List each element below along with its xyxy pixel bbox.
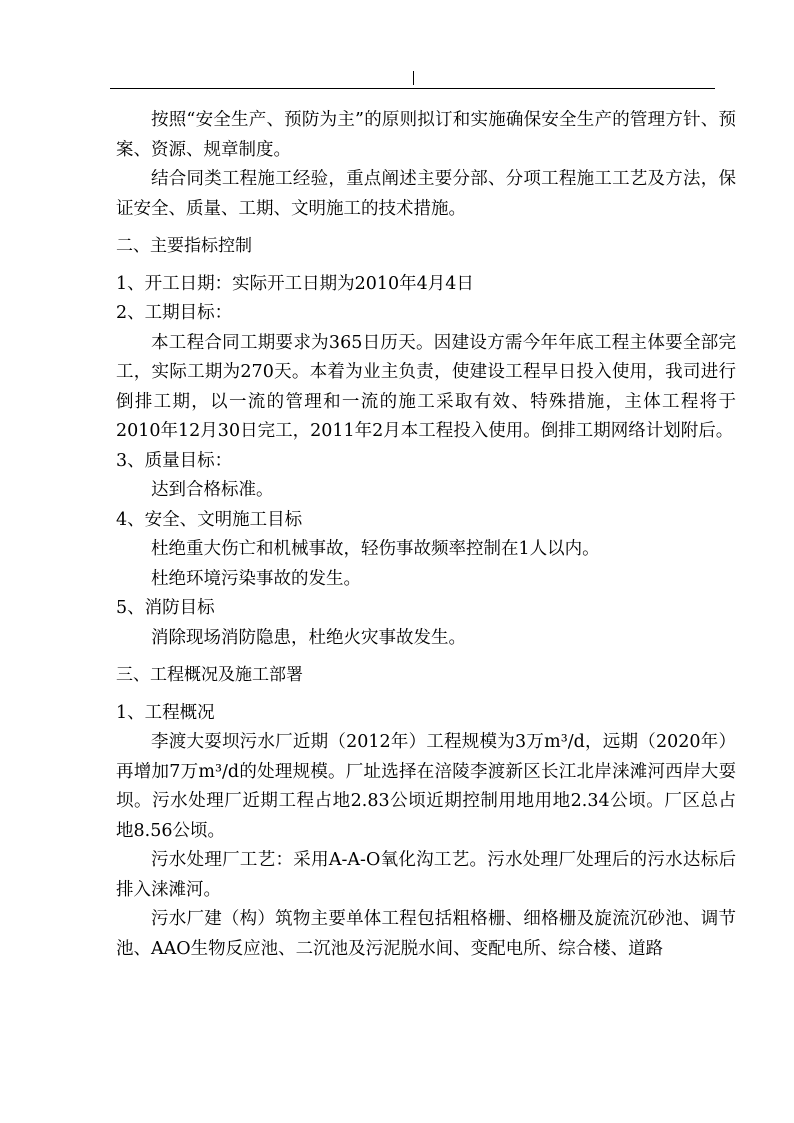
- section-heading: 三、工程概况及施工部署: [116, 665, 303, 685]
- list-item: 2、工期目标：: [116, 303, 233, 323]
- list-item: 3、质量目标：: [116, 450, 233, 471]
- paragraph: 污水厂建（构）筑物主要单体工程包括粗格栅、细格栅及旋流沉砂池、调节池、AAO生物反应池、二沉池及污泥脱水间、变配电所、综合楼、道路: [116, 909, 736, 959]
- header-mark: [413, 71, 414, 85]
- paragraph: 本工程合同工期要求为365日历天。因建设方需今年年底工程主体要全部完工，实际工期为270天。本着为业主负责，使建设工程早日投入使用，我司进行倒排工期，以一流的管理和一流的施工采取有效、特殊措施，主体工程将于2010年12月30日完工，2011年2月本工程投入使用。倒排工期网络计划附后。: [116, 332, 736, 441]
- paragraph: 污水处理厂工艺：采用A-A-O氧化沟工艺。污水处理厂处理后的污水达标后排入涞滩河。: [116, 850, 736, 900]
- paragraph: 杜绝重大伤亡和机械事故，轻伤事故频率控制在1人以内。: [151, 539, 600, 559]
- section-heading: 二、主要指标控制: [116, 236, 252, 256]
- document-body: [116, 106, 736, 964]
- paragraph: 结合同类工程施工经验，重点阐述主要分部、分项工程施工工艺及方法，保证安全、质量、工期、文明施工的技术措施。: [116, 169, 736, 219]
- paragraph: 杜绝环境污染事故的发生。: [151, 568, 361, 589]
- list-item: 5、消防目标: [116, 598, 215, 618]
- header-rule: [110, 88, 715, 89]
- list-item: 1、开工日期：实际开工日期为2010年4月4日: [116, 273, 474, 294]
- paragraph: 消除现场消防隐患，杜绝火灾事故发生。: [151, 627, 466, 648]
- paragraph: 达到合格标准。: [151, 480, 274, 500]
- paragraph: 李渡大耍坝污水厂近期（2012年）工程规模为3万m³/d，远期（2020年）再增加7万m³/d的处理规模。厂址选择在涪陵李渡新区长江北岸涞滩河西岸大耍坝。污水处理厂近期工程占地2.83公顷近期控制用地用地2.34公顷。厂区总占地8.56公顷。: [116, 732, 736, 841]
- list-item: 4、安全、文明施工目标: [116, 509, 303, 530]
- paragraph: 按照“安全生产、预防为主”的原则拟订和实施确保安全生产的管理方针、预案、资源、规章制度。: [116, 110, 736, 160]
- list-item: 1、工程概况: [116, 702, 215, 723]
